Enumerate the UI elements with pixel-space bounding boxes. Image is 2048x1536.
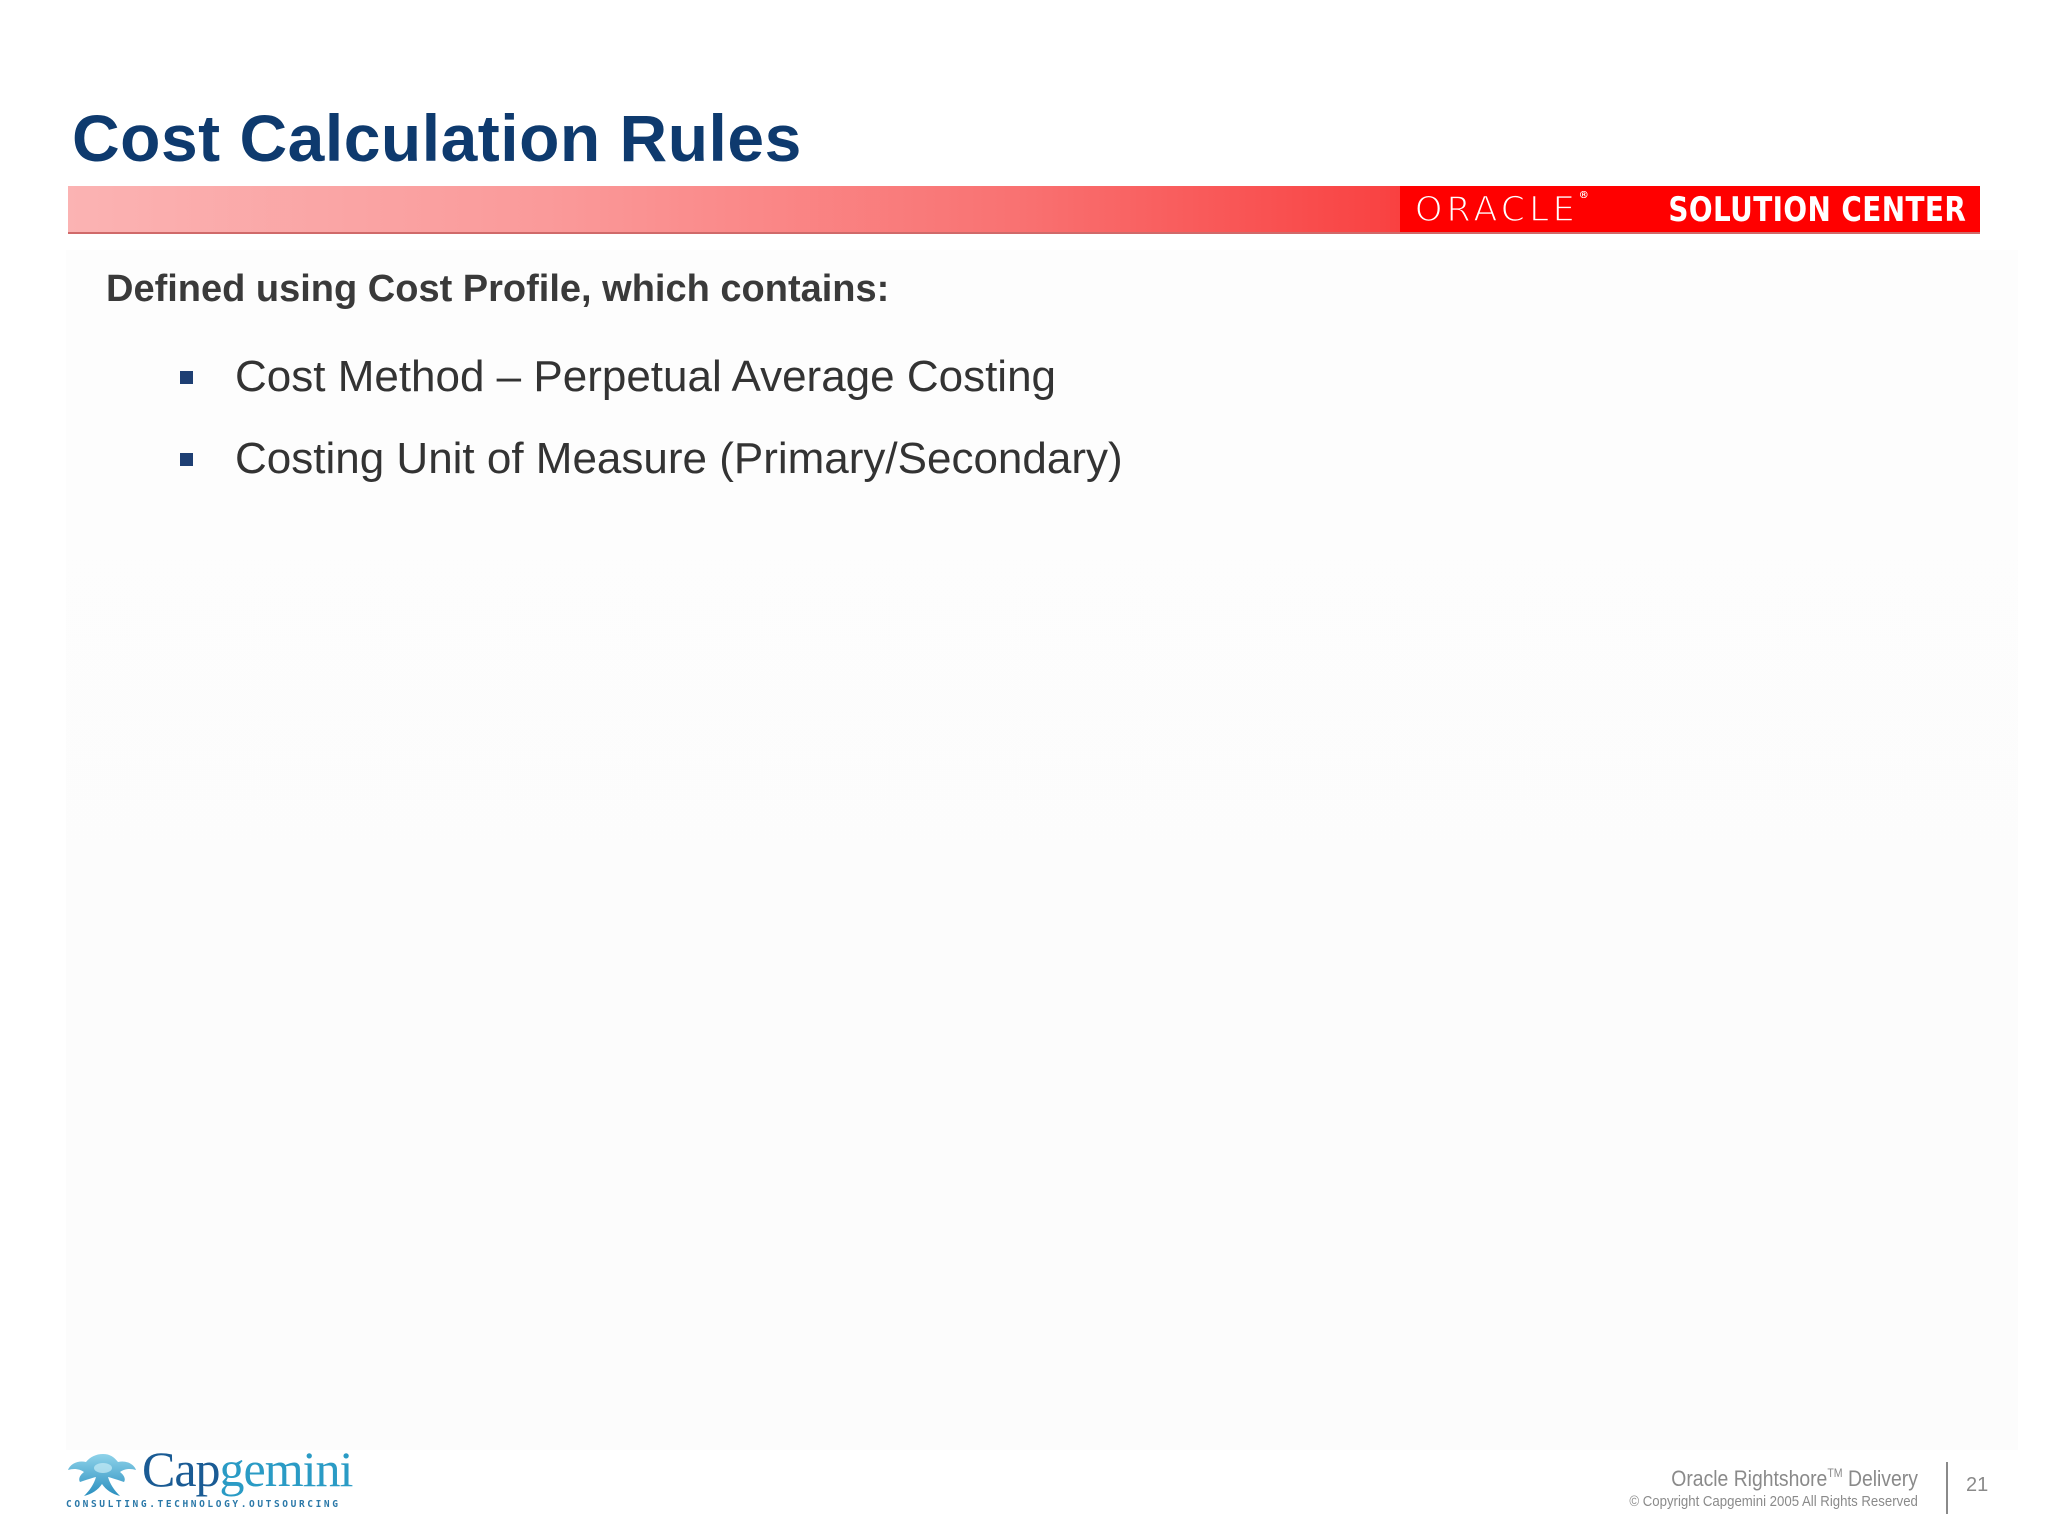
- intro-text: Defined using Cost Profile, which contains:: [106, 268, 890, 310]
- capgemini-wordmark: Capgemini: [142, 1441, 353, 1497]
- list-item: [180, 418, 1123, 500]
- square-bullet-icon: [180, 453, 193, 466]
- footer-divider: [1946, 1462, 1948, 1514]
- bullet-text: Costing Unit of Measure (Primary/Secondary): [235, 434, 1123, 483]
- page-number: 21: [1966, 1474, 1989, 1496]
- solution-center-label: SOLUTION CENTER: [1668, 190, 1966, 230]
- copyright-text: © Copyright Capgemini 2005 All Rights Reserved: [1629, 1493, 1918, 1510]
- square-bullet-icon: [180, 371, 193, 384]
- capgemini-tagline: CONSULTING.TECHNOLOGY.OUTSOURCING: [66, 1499, 341, 1510]
- list-item: [180, 336, 1123, 418]
- title-banner: [68, 186, 1980, 234]
- bullet-text: Cost Method – Perpetual Average Costing: [235, 352, 1057, 401]
- oracle-solution-center-logo: [1415, 188, 1966, 232]
- bullet-list: [180, 336, 1123, 500]
- footer-info: [1590, 1466, 1918, 1510]
- slide-title: Cost Calculation Rules: [72, 101, 802, 175]
- delivery-label: Oracle Rightshore™ Delivery: [1671, 1466, 1918, 1491]
- oracle-wordmark: ORACLE®: [1414, 190, 1589, 230]
- capgemini-spade-icon: [66, 1448, 140, 1504]
- capgemini-logo: [66, 1440, 356, 1510]
